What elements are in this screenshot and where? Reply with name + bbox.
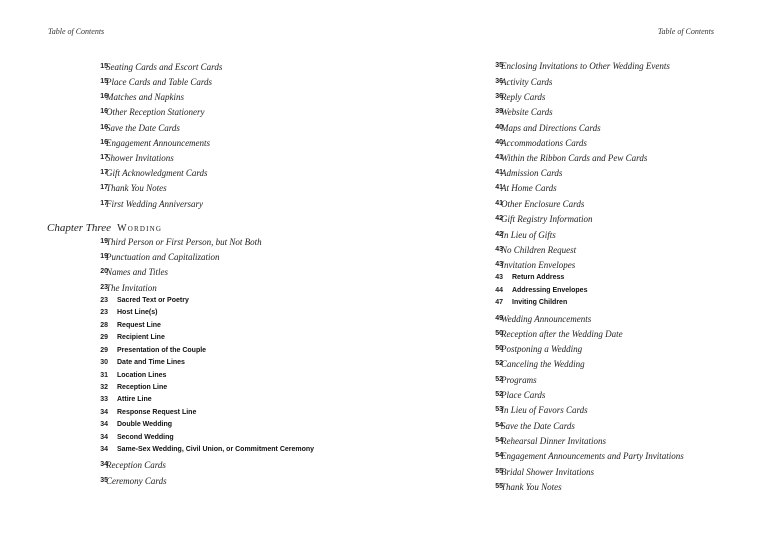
toc-page-number: 35 <box>495 62 503 69</box>
toc-page-number: 17 <box>100 154 108 161</box>
toc-entry-title: Invitation Envelopes <box>501 260 576 270</box>
toc-page-number: 17 <box>100 200 108 207</box>
toc-page-number: 31 <box>100 372 108 379</box>
toc-entry-title: No Children Request <box>501 245 577 255</box>
toc-entry-title: Matches and Napkins <box>106 92 184 102</box>
toc-entry-title: Request Line <box>117 322 161 329</box>
toc-entry-title: Accommodations Cards <box>501 138 587 148</box>
running-head-left: Table of Contents <box>48 27 105 36</box>
toc-page-number: 54 <box>495 452 503 459</box>
toc-entry-title: Inviting Children <box>512 299 568 306</box>
toc-page-number: 40 <box>495 124 503 131</box>
toc-entry-title: Rehearsal Dinner Invitations <box>501 436 606 446</box>
toc-page-number: 52 <box>495 360 503 367</box>
toc-entry-title: Shower Invitations <box>106 153 174 163</box>
toc-page-number: 55 <box>495 468 503 475</box>
toc-entry-title: Within the Ribbon Cards and Pew Cards <box>501 153 648 163</box>
toc-page-number: 33 <box>100 396 108 403</box>
toc-entry-title: Double Wedding <box>117 421 173 428</box>
right-page <box>380 0 760 552</box>
toc-entry-title: Presentation of the Couple <box>117 347 207 354</box>
toc-page-number: 43 <box>495 261 503 268</box>
toc-page-number: 44 <box>495 287 503 294</box>
chapter-heading <box>47 219 162 235</box>
toc-entry-title: Reception after the Wedding Date <box>501 329 623 339</box>
running-head-right: Table of Contents <box>657 27 714 36</box>
toc-entry-title: Reception Cards <box>106 460 166 470</box>
toc-entry-title: Activity Cards <box>501 77 553 87</box>
toc-page-number: 19 <box>100 238 108 245</box>
toc-page-number: 16 <box>100 93 108 100</box>
toc-page-number: 41 <box>495 184 503 191</box>
toc-page-number: 49 <box>495 315 503 322</box>
toc-entry-title: Gift Registry Information <box>501 214 593 224</box>
toc-entry-title: Save the Date Cards <box>106 123 180 133</box>
toc-entry-title: Host Line(s) <box>117 309 158 316</box>
toc-entry-title: Enclosing Invitations to Other Wedding Events <box>501 61 670 71</box>
toc-entry-title: Canceling the Wedding <box>501 359 585 369</box>
toc-entry-title: Bridal Shower Invitations <box>501 467 594 477</box>
toc-page-number: 17 <box>100 184 108 191</box>
toc-entry-title: Thank You Notes <box>106 183 167 193</box>
toc-page-number: 34 <box>100 461 108 468</box>
toc-page-number: 42 <box>495 231 503 238</box>
toc-entry-title: Thank You Notes <box>501 482 562 492</box>
toc-page-number: 16 <box>100 124 108 131</box>
toc-entry-title: Save the Date Cards <box>501 421 575 431</box>
toc-page-number: 17 <box>100 169 108 176</box>
toc-entry-title: Admission Cards <box>501 168 563 178</box>
toc-page-number: 50 <box>495 330 503 337</box>
toc-page-number: 23 <box>100 284 108 291</box>
toc-entry-title: Other Enclosure Cards <box>501 199 585 209</box>
toc-entry-title: Seating Cards and Escort Cards <box>106 62 223 72</box>
toc-entry-title: Same-Sex Wedding, Civil Union, or Commitment Ceremony <box>117 446 315 453</box>
toc-page-number: 34 <box>100 409 108 416</box>
toc-page-number: 39 <box>495 108 503 115</box>
toc-page-number: 29 <box>100 347 108 354</box>
toc-page-number: 41 <box>495 169 503 176</box>
toc-entry-title: Punctuation and Capitalization <box>106 252 220 262</box>
toc-entry-title: At Home Cards <box>501 183 557 193</box>
toc-entry-title: Other Reception Stationery <box>106 107 205 117</box>
toc-page-number: 41 <box>495 200 503 207</box>
toc-entry-title: Date and Time Lines <box>117 359 185 366</box>
toc-entry-title: In Lieu of Gifts <box>501 230 556 240</box>
toc-page-number: 28 <box>100 322 108 329</box>
toc-page-number: 40 <box>495 139 503 146</box>
toc-page-number: 32 <box>100 384 108 391</box>
toc-entry-title: Reception Line <box>117 384 168 391</box>
toc-entry-title: Sacred Text or Poetry <box>117 297 189 304</box>
toc-entry-title: Attire Line <box>117 396 152 403</box>
toc-page-number: 36 <box>495 78 503 85</box>
toc-entry-title: Response Request Line <box>117 409 197 416</box>
toc-page-number: 34 <box>100 446 108 453</box>
toc-page-number: 34 <box>100 434 108 441</box>
toc-entry-title: Recipient Line <box>117 334 165 341</box>
toc-entry-title: Reply Cards <box>501 92 546 102</box>
toc-page-number: 54 <box>495 437 503 444</box>
toc-page-number: 19 <box>100 253 108 260</box>
toc-entry-title: Place Cards and Table Cards <box>106 77 213 87</box>
toc-entry-title: First Wedding Anniversary <box>106 199 203 209</box>
toc-page-number: 29 <box>100 334 108 341</box>
toc-page-number: 42 <box>495 215 503 222</box>
toc-entry-title: Location Lines <box>117 372 167 379</box>
toc-entry-title: Engagement Announcements <box>106 138 211 148</box>
toc-entry-title: In Lieu of Favors Cards <box>501 405 588 415</box>
toc-page-number: 16 <box>100 139 108 146</box>
toc-page-number: 15 <box>100 78 108 85</box>
toc-page-number: 54 <box>495 422 503 429</box>
toc-entry-title: The Invitation <box>106 283 157 293</box>
toc-entry-title: Place Cards <box>501 390 546 400</box>
toc-entry-title: Second Wedding <box>117 434 174 441</box>
toc-page-number: 53 <box>495 406 503 413</box>
toc-page-number: 43 <box>495 246 503 253</box>
toc-entry-title: Website Cards <box>501 107 553 117</box>
toc-page-number: 36 <box>495 93 503 100</box>
toc-entry-title: Names and Titles <box>106 267 169 277</box>
toc-entry-title: Third Person or First Person, but Not Both <box>106 237 262 247</box>
toc-entry-title: Engagement Announcements and Party Invitations <box>501 451 684 461</box>
toc-page-number: 23 <box>100 309 108 316</box>
toc-entry-title: Postponing a Wedding <box>501 344 583 354</box>
toc-page-number: 41 <box>495 154 503 161</box>
toc-page-number: 47 <box>495 299 503 306</box>
toc-page-number: 20 <box>100 268 108 275</box>
toc-page-number: 55 <box>495 483 503 490</box>
chapter-label: Chapter Three <box>47 222 112 234</box>
toc-page-number: 30 <box>100 359 108 366</box>
toc-entry-title: Programs <box>501 375 537 385</box>
toc-page-number: 43 <box>495 274 503 281</box>
toc-entry-title: Wedding Announcements <box>501 314 592 324</box>
toc-entry-title: Maps and Directions Cards <box>501 123 601 133</box>
toc-page-number: 50 <box>495 345 503 352</box>
toc-entry-title: Gift Acknowledgment Cards <box>106 168 208 178</box>
toc-page-number: 23 <box>100 297 108 304</box>
toc-entry-title: Return Address <box>512 274 565 281</box>
toc-entry-title: Addressing Envelopes <box>512 287 588 294</box>
toc-page-number: 34 <box>100 421 108 428</box>
toc-page-number: 52 <box>495 391 503 398</box>
toc-page-number: 16 <box>100 108 108 115</box>
toc-page-number: 15 <box>100 63 108 70</box>
chapter-title: Wording <box>117 223 163 234</box>
toc-page-number: 35 <box>100 477 108 484</box>
toc-page-number: 52 <box>495 376 503 383</box>
toc-entry-title: Ceremony Cards <box>106 476 167 486</box>
